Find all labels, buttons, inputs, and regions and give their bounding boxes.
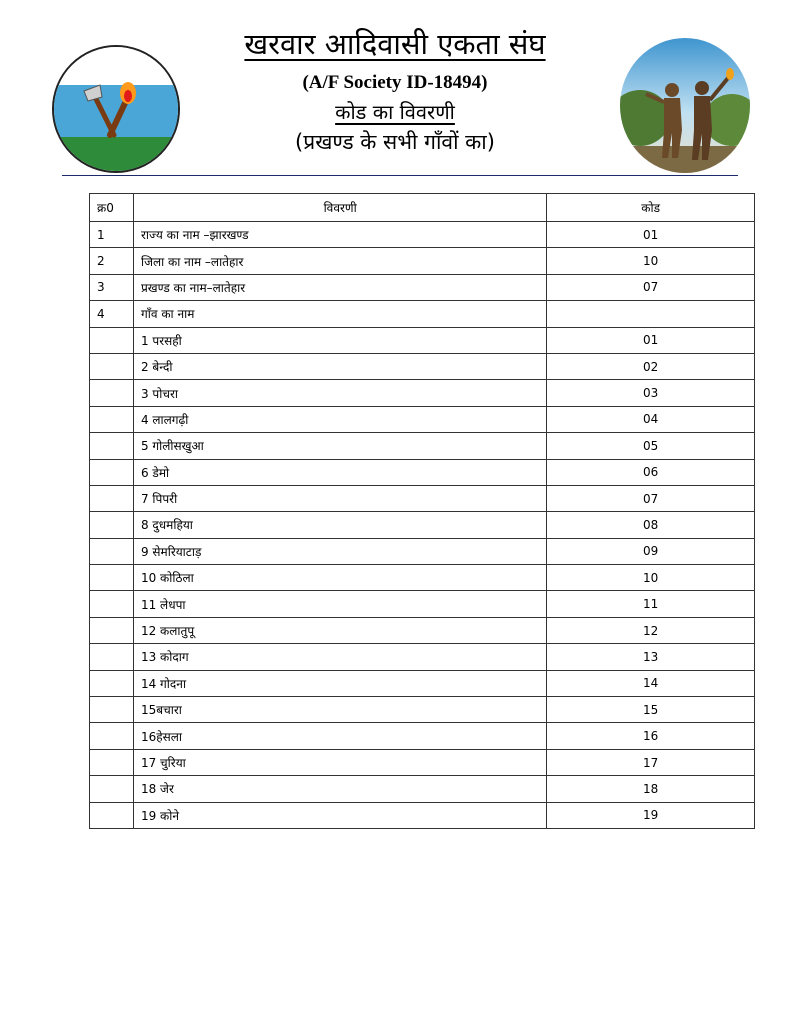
document-header — [0, 0, 793, 185]
table-row — [90, 538, 755, 564]
cell-serial — [90, 565, 134, 591]
table-row — [90, 749, 755, 775]
table-header-row — [90, 194, 755, 222]
cell-serial — [90, 459, 134, 485]
cell-code: 01 — [547, 327, 755, 353]
cell-code: 11 — [547, 591, 755, 617]
cell-serial: 4 — [90, 301, 134, 327]
cell-code: 13 — [547, 644, 755, 670]
table-row — [90, 591, 755, 617]
cell-description: 6 डेमो — [133, 459, 546, 485]
table-row — [90, 301, 755, 327]
document-subtitle-note: (प्रखण्ड के सभी गाँवों का) — [295, 130, 495, 154]
cell-code: 07 — [547, 274, 755, 300]
cell-description: 16हेसला — [133, 723, 546, 749]
table-row — [90, 433, 755, 459]
cell-serial — [90, 644, 134, 670]
cell-code: 02 — [547, 353, 755, 379]
table-row — [90, 697, 755, 723]
cell-serial: 2 — [90, 248, 134, 274]
cell-code: 05 — [547, 433, 755, 459]
table-row — [90, 670, 755, 696]
table-row — [90, 617, 755, 643]
cell-description: 14 गोदना — [133, 670, 546, 696]
cell-serial — [90, 538, 134, 564]
cell-code: 15 — [547, 697, 755, 723]
cell-serial: 1 — [90, 222, 134, 248]
cell-serial — [90, 697, 134, 723]
cell-code: 03 — [547, 380, 755, 406]
table-row — [90, 353, 755, 379]
cell-description: 15बचारा — [133, 697, 546, 723]
cell-serial: 3 — [90, 274, 134, 300]
table-row — [90, 274, 755, 300]
cell-serial — [90, 802, 134, 828]
table-row — [90, 222, 755, 248]
cell-serial — [90, 327, 134, 353]
cell-description: प्रखण्ड का नाम–लातेहार — [133, 274, 546, 300]
table-row — [90, 485, 755, 511]
cell-description: 1 परसही — [133, 327, 546, 353]
org-title: खरवार आदिवासी एकता संघ — [244, 27, 546, 61]
table-row — [90, 512, 755, 538]
cell-code: 07 — [547, 485, 755, 511]
cell-description: 19 कोने — [133, 802, 546, 828]
table-row — [90, 776, 755, 802]
cell-code: 14 — [547, 670, 755, 696]
cell-description: 5 गोलीसखुआ — [133, 433, 546, 459]
column-header-description: विवरणी — [133, 194, 546, 222]
cell-description: 4 लालगढ़ी — [133, 406, 546, 432]
cell-description: 7 पिपरी — [133, 485, 546, 511]
table-row — [90, 248, 755, 274]
cell-description: गाँव का नाम — [133, 301, 546, 327]
cell-description: जिला का नाम –लातेहार — [133, 248, 546, 274]
cell-serial — [90, 433, 134, 459]
cell-code: 18 — [547, 776, 755, 802]
cell-serial — [90, 406, 134, 432]
cell-serial — [90, 353, 134, 379]
cell-code: 01 — [547, 222, 755, 248]
cell-serial — [90, 723, 134, 749]
code-table — [89, 193, 755, 829]
cell-description: 3 पोचरा — [133, 380, 546, 406]
cell-code: 10 — [547, 248, 755, 274]
column-header-code: कोड — [547, 194, 755, 222]
cell-code: 19 — [547, 802, 755, 828]
cell-serial — [90, 776, 134, 802]
flag-emblem-icon — [52, 45, 180, 173]
cell-description: 13 कोदाग — [133, 644, 546, 670]
cell-description: 10 कोठिला — [133, 565, 546, 591]
cell-serial — [90, 485, 134, 511]
cell-serial — [90, 670, 134, 696]
cell-description: 9 सेमरियाटाड़ — [133, 538, 546, 564]
cell-code: 16 — [547, 723, 755, 749]
table-row — [90, 459, 755, 485]
cell-description: 2 बेन्दी — [133, 353, 546, 379]
table-row — [90, 644, 755, 670]
cell-description: 17 चुरिया — [133, 749, 546, 775]
table-row — [90, 380, 755, 406]
document-subtitle: कोड का विवरणी — [335, 100, 455, 124]
cell-code: 12 — [547, 617, 755, 643]
cell-serial — [90, 749, 134, 775]
society-id: (A/F Society ID-18494) — [302, 72, 488, 93]
cell-code: 04 — [547, 406, 755, 432]
cell-code: 09 — [547, 538, 755, 564]
cell-description: राज्य का नाम –झारखण्ड — [133, 222, 546, 248]
cell-serial — [90, 617, 134, 643]
cell-description: 8 दुधमहिया — [133, 512, 546, 538]
table-row — [90, 565, 755, 591]
cell-serial — [90, 591, 134, 617]
table-row — [90, 723, 755, 749]
cell-serial — [90, 380, 134, 406]
cell-description: 12 कलातुपू — [133, 617, 546, 643]
cell-code: 06 — [547, 459, 755, 485]
cell-code: 10 — [547, 565, 755, 591]
cell-code: 17 — [547, 749, 755, 775]
cell-code — [547, 301, 755, 327]
column-header-serial: क्र0 — [90, 194, 134, 222]
cell-description: 11 लेधपा — [133, 591, 546, 617]
cell-code: 08 — [547, 512, 755, 538]
cell-serial — [90, 512, 134, 538]
table-row — [90, 406, 755, 432]
table-row — [90, 327, 755, 353]
warriors-statue-icon — [620, 38, 750, 173]
cell-description: 18 जेर — [133, 776, 546, 802]
table-row — [90, 802, 755, 828]
header-divider — [62, 175, 738, 176]
